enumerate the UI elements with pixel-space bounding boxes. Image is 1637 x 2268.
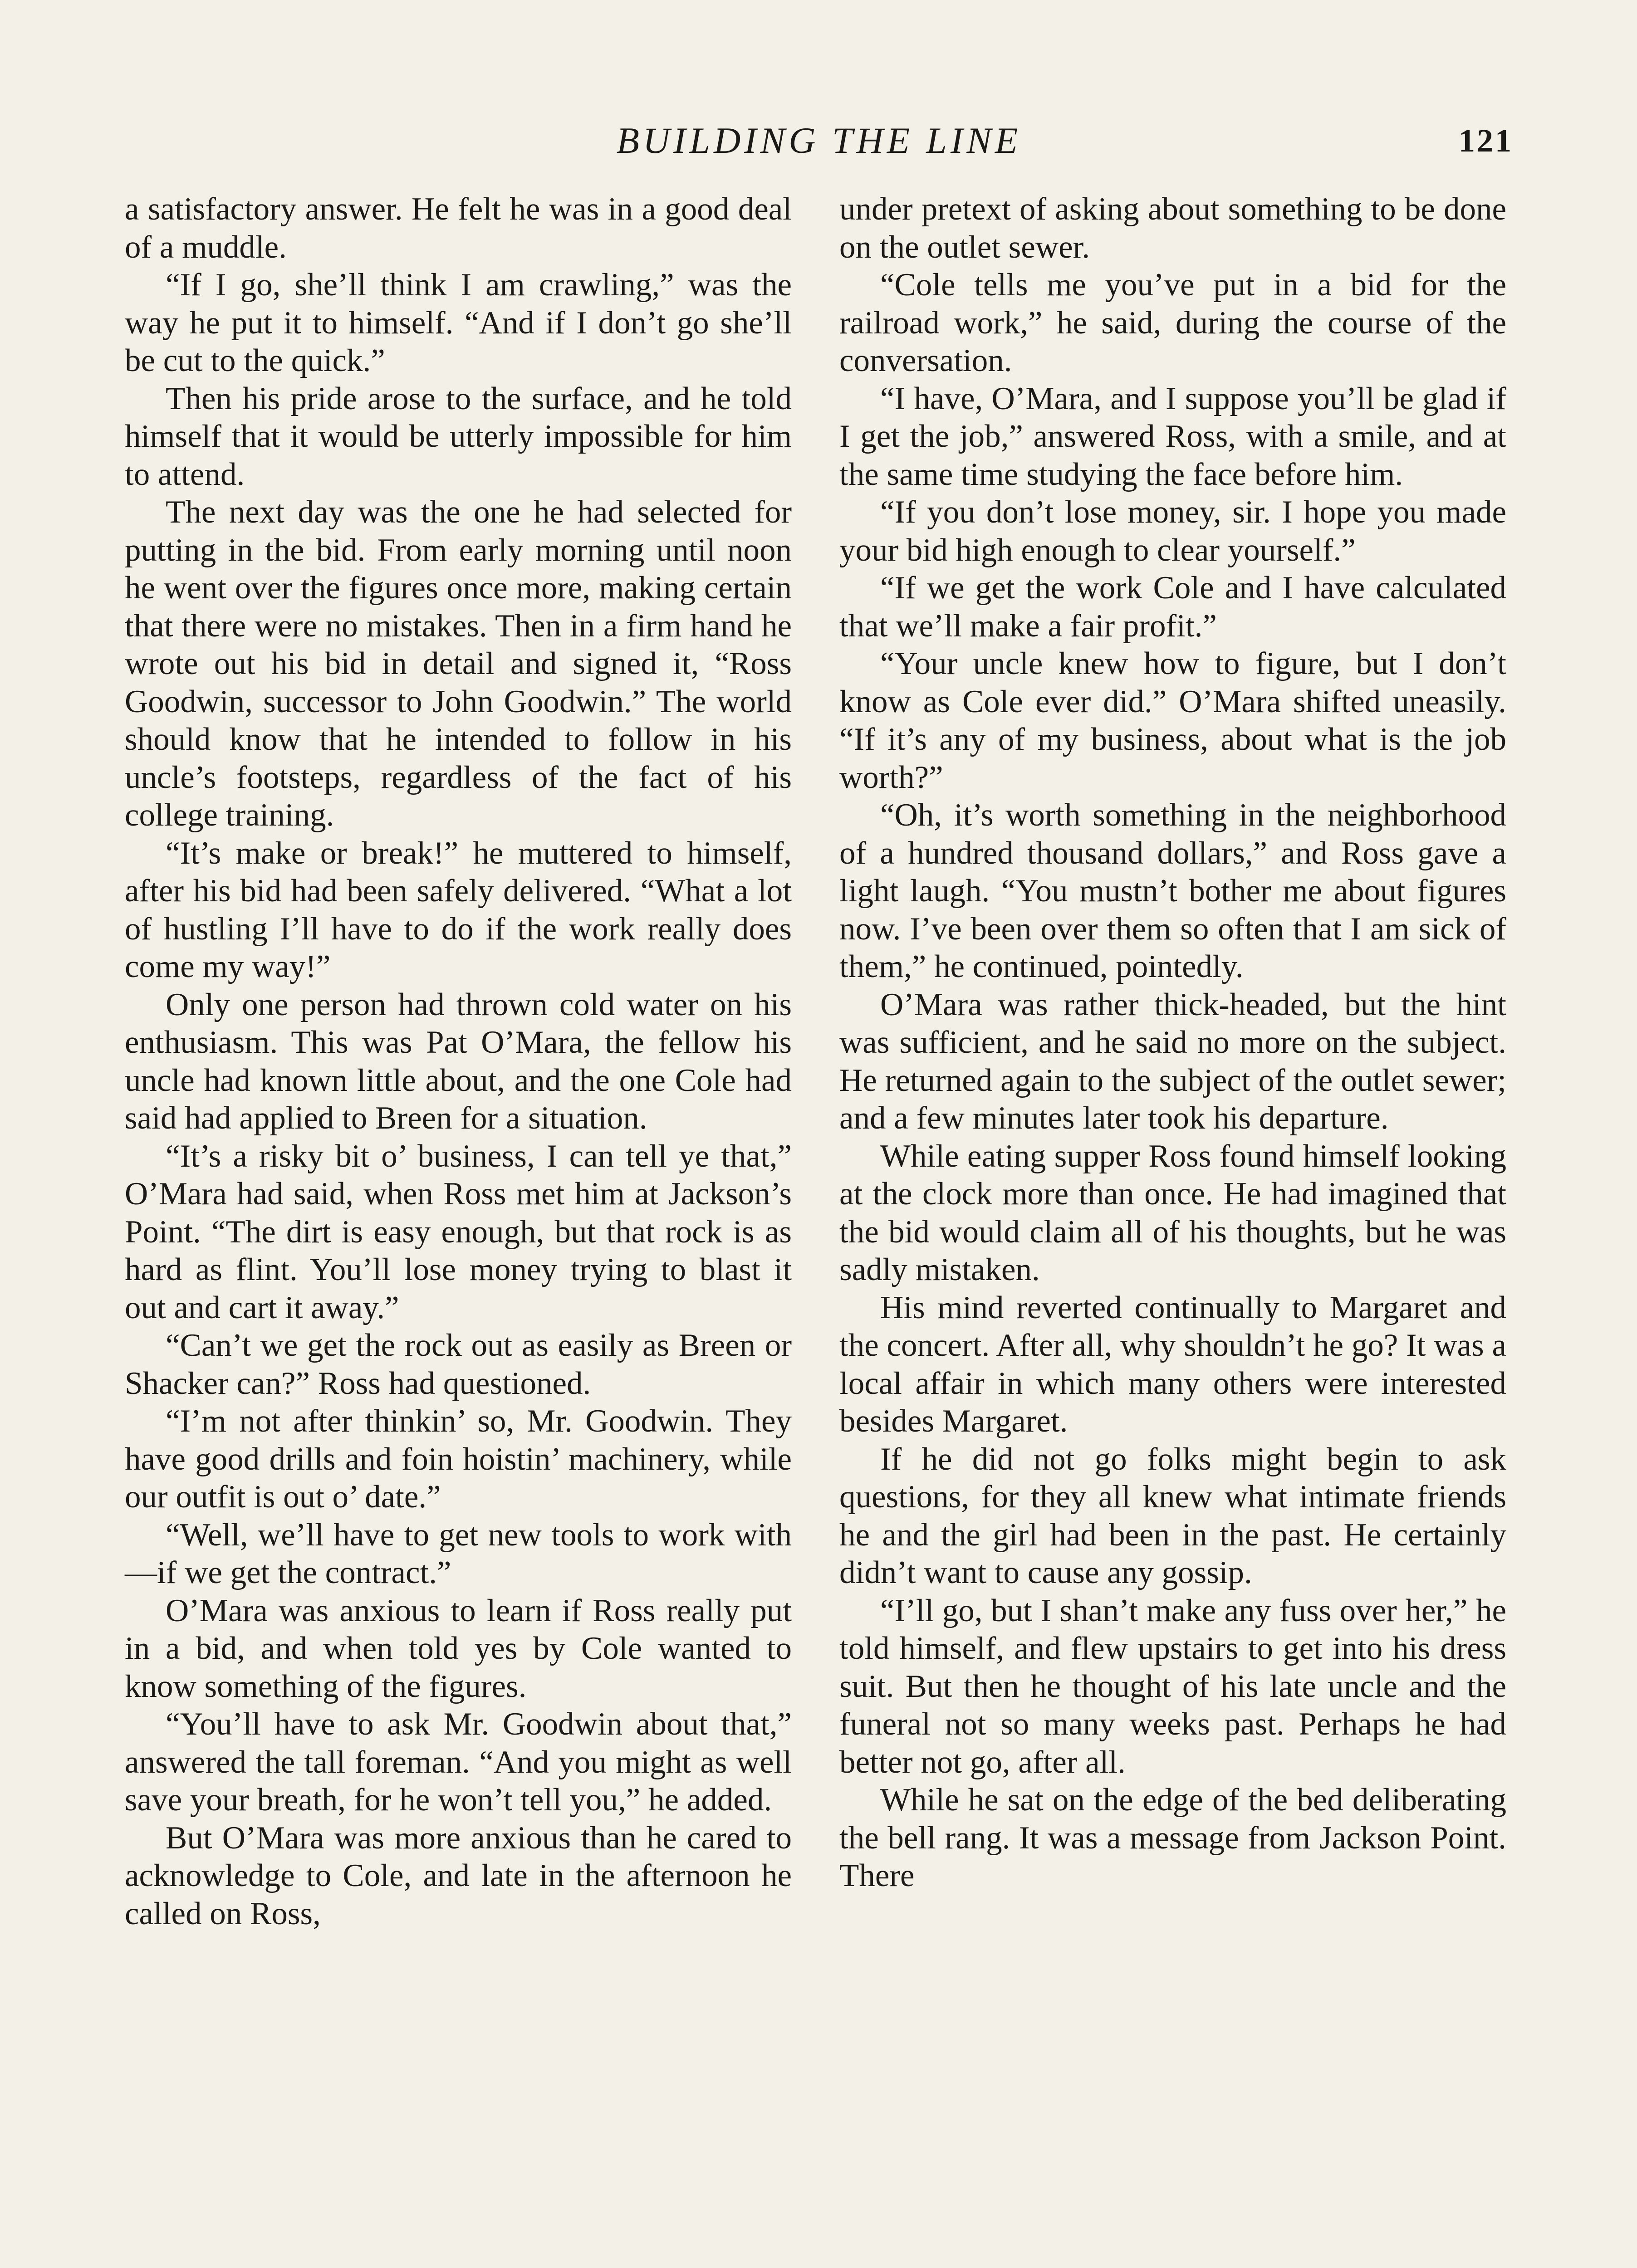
running-header [125, 116, 1513, 166]
paragraph: under pretext of asking about something to be done on the outlet sewer. [839, 191, 1506, 265]
paragraph: “I have, O’Mara, and I suppose you’ll be glad if I get the job,” answered Ross, with a smile, and at the same time studying the face before him. [839, 381, 1506, 492]
paragraph: Only one person had thrown cold water on his enthusiasm. This was Pat O’Mara, the fellow his uncle had known little about, and the one Cole had said had applied to Breen for a situation. [125, 987, 792, 1136]
paragraph: “Can’t we get the rock out as easily as Breen or Shacker can?” Ross had questioned. [125, 1328, 792, 1401]
paragraph: a satisfactory answer. He felt he was in a good deal of a muddle. [125, 191, 792, 265]
paragraph: “It’s a risky bit o’ business, I can tell ye that,” O’Mara had said, when Ross met him at Jackson’s Point. “The dirt is easy enough, but that rock is as hard as flint. You’ll lose money trying to blast it out and cart it away.” [125, 1138, 792, 1325]
paragraph: Then his pride arose to the surface, and he told himself that it would be utterly impossible for him to attend. [125, 381, 792, 492]
paragraph: The next day was the one he had selected for putting in the bid. From early morning until noon he went over the figures once more, making certain that there were no mistakes. Then in a firm hand he wrote out his bid in detail and signed it, “Ross Goodwin, successor to John Goodwin.” The world should know that he intended to follow in his uncle’s footsteps, regardless of the fact of his college training. [125, 494, 792, 833]
paragraph: O’Mara was rather thick-headed, but the hint was sufficient, and he said no more on the subject. He returned again to the subject of the outlet sewer; and a few minutes later took his departure. [839, 987, 1506, 1136]
paragraph: His mind reverted continually to Margaret and the concert. After all, why shouldn’t he go? It was a local affair in which many others were interested besides Margaret. [839, 1290, 1506, 1439]
paragraph: “If I go, she’ll think I am crawling,” was the way he put it to himself. “And if I don’t go she’ll be cut to the quick.” [125, 267, 792, 378]
paragraph: “If you don’t lose money, sir. I hope you made your bid high enough to clear yourself.” [839, 494, 1506, 568]
page-number: 121 [1459, 122, 1513, 159]
paragraph: While he sat on the edge of the bed deliberating the bell rang. It was a message from Jackson Point. There [839, 1782, 1506, 1893]
paragraph: “Your uncle knew how to figure, but I don’t know as Cole ever did.” O’Mara shifted uneasily. “If it’s any of my business, about what is the job worth?” [839, 646, 1506, 795]
paragraph: “Cole tells me you’ve put in a bid for the railroad work,” he said, during the course of the conversation. [839, 267, 1506, 378]
paragraph: But O’Mara was more anxious than he cared to acknowledge to Cole, and late in the afternoon he called on Ross, [125, 1820, 792, 1931]
paragraph: “Well, we’ll have to get new tools to work with—if we get the contract.” [125, 1517, 792, 1590]
paragraph: “I’ll go, but I shan’t make any fuss over her,” he told himself, and flew upstairs to get into his dress suit. But then he thought of his late uncle and the funeral not so many weeks past. Perhaps he had better not go, after all. [839, 1593, 1506, 1780]
paragraph: “You’ll have to ask Mr. Goodwin about that,” answered the tall foreman. “And you might as well save your breath, for he won’t tell you,” he added. [125, 1706, 792, 1818]
right-text-column [839, 191, 1506, 1895]
paragraph: While eating supper Ross found himself looking at the clock more than once. He had imagined that the bid would claim all of his thoughts, but he was sadly mistaken. [839, 1138, 1506, 1287]
paragraph: “Oh, it’s worth something in the neighborhood of a hundred thousand dollars,” and Ross gave a light laugh. “You mustn’t bother me about figures now. I’ve been over them so often that I am sick of them,” he continued, pointedly. [839, 797, 1506, 984]
paragraph: “If we get the work Cole and I have calculated that we’ll make a fair profit.” [839, 570, 1506, 644]
paragraph: If he did not go folks might begin to ask questions, for they all knew what intimate friends he and the girl had been in the past. He certainly didn’t want to cause any gossip. [839, 1441, 1506, 1590]
paragraph: “I’m not after thinkin’ so, Mr. Goodwin. They have good drills and foin hoistin’ machinery, while our outfit is out o’ date.” [125, 1403, 792, 1515]
paragraph: O’Mara was anxious to learn if Ross really put in a bid, and when told yes by Cole wanted to know something of the figures. [125, 1593, 792, 1704]
left-text-column [125, 191, 792, 1933]
running-title: BUILDING THE LINE [616, 120, 1022, 161]
paragraph: “It’s make or break!” he muttered to himself, after his bid had been safely delivered. “What a lot of hustling I’ll have to do if the work really does come my way!” [125, 835, 792, 984]
